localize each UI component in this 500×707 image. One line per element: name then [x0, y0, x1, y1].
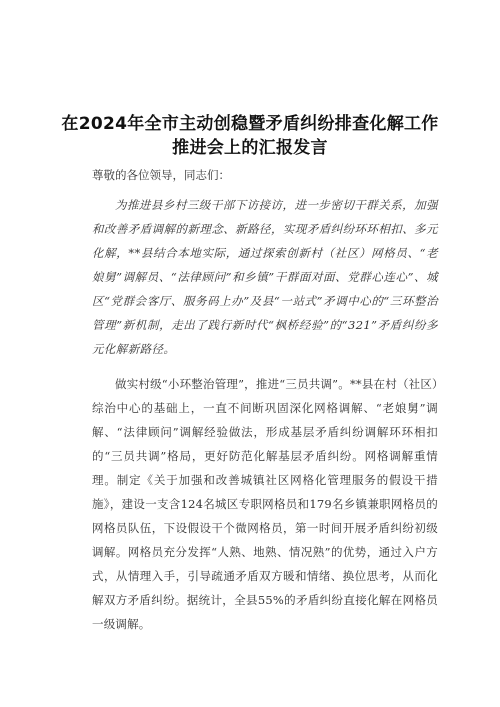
salutation: 尊敬的各位领导，同志们：: [92, 168, 230, 182]
document-title: 在2024年全市主动创稳暨矛盾纠纷排查化解工作推进会上的汇报发言: [61, 114, 439, 158]
document-body: [92, 193, 438, 647]
paragraph-intro: 为推进县乡村三级干部下访接访，进一步密切干群关系，加强和改善矛盾调解的新理念、新路径，实现矛盾纠纷环环相扣、多元化解，**县结合本地实际，通过探索创新村（社区）网格员、“老娘舅”调解员、“法律顾问”和乡镇”干群面对面、党群心连心”、城区“党群会客厅、服务码上办”及县“一站式”矛调中心的“三环整治管理”新机制，走出了践行新时代“枫桥经验”的“321”矛盾纠纷多元化解新路径。: [92, 198, 438, 356]
paragraph-village-level: 做实村级“小环整治管理”，推进“三员共调”。**县在村（社区）综治中心的基础上，一直不间断巩固深化网格调解、“老娘舅”调解、“法律顾问”调解经验做法，形成基层矛盾纠纷调解环环相扣的“三员共调”格局，更好防范化解基层矛盾纠纷。网格调解重情理。制定《关于加强和改善城镇社区网格化管理服务的假设干措施》，建设一支含124名城区专职网格员和179名乡镇兼职网格员的网格员队伍，下设假设干个微网格员，第一时间开展矛盾纠纷初级调解。网格员充分发挥“人熟、地熟、情况熟”的优势，通过入户方式，从情理入手，引导疏通矛盾双方暖和情绪、换位思考，从而化解双方矛盾纠纷。据统计，全县55%的矛盾纠纷直接化解在网格员一级调解。: [92, 377, 438, 631]
